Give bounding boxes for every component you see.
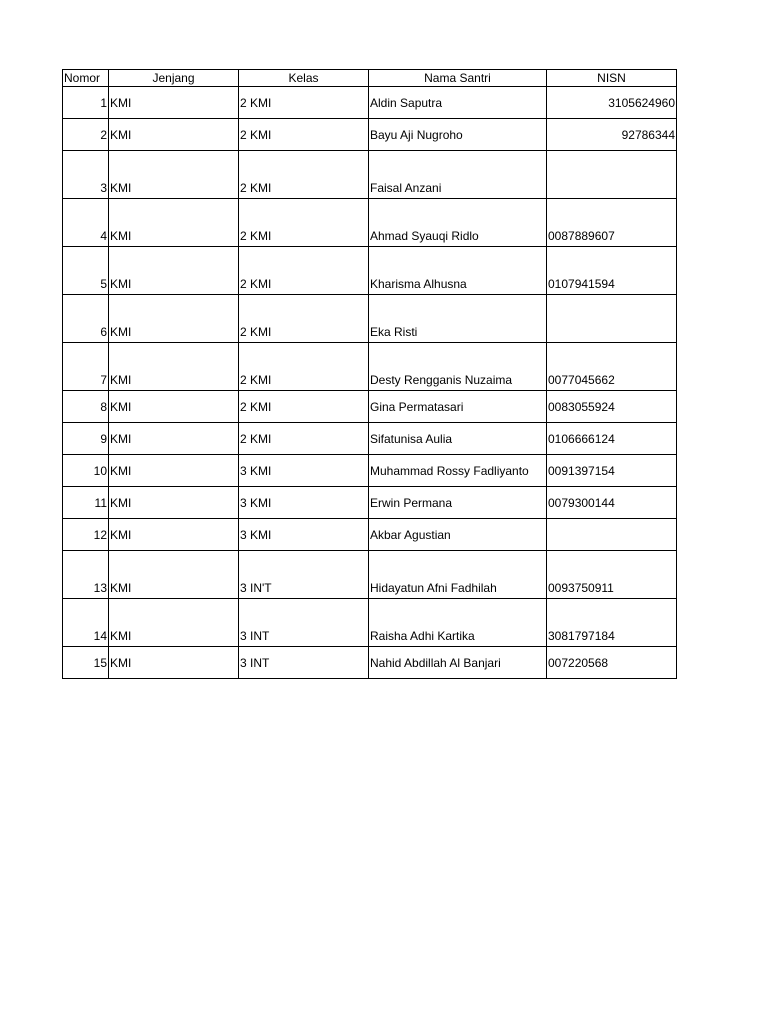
cell-nama: Faisal Anzani: [369, 151, 547, 199]
cell-nisn: [547, 151, 677, 199]
cell-jenjang: KMI: [109, 247, 239, 295]
header-jenjang: Jenjang: [109, 70, 239, 87]
cell-kelas: 2 KMI: [239, 423, 369, 455]
header-nomor: Nomor: [63, 70, 109, 87]
table-row: [63, 295, 677, 343]
cell-jenjang: KMI: [109, 647, 239, 679]
cell-kelas: 2 KMI: [239, 391, 369, 423]
cell-jenjang: KMI: [109, 151, 239, 199]
cell-nama: Nahid Abdillah Al Banjari: [369, 647, 547, 679]
cell-nama: Muhammad Rossy Fadliyanto: [369, 455, 547, 487]
cell-nama: Erwin Permana: [369, 487, 547, 519]
cell-nomor: 8: [63, 391, 109, 423]
cell-nomor: 4: [63, 199, 109, 247]
table-row: [63, 119, 677, 151]
santri-table: [62, 69, 677, 679]
cell-nisn: 007220568: [547, 647, 677, 679]
cell-nisn: 0091397154: [547, 455, 677, 487]
cell-kelas: 3 KMI: [239, 487, 369, 519]
cell-jenjang: KMI: [109, 423, 239, 455]
cell-kelas: 2 KMI: [239, 151, 369, 199]
cell-kelas: 2 KMI: [239, 199, 369, 247]
table-row: [63, 551, 677, 599]
cell-nomor: 6: [63, 295, 109, 343]
header-row: [63, 70, 677, 87]
cell-jenjang: KMI: [109, 519, 239, 551]
cell-jenjang: KMI: [109, 295, 239, 343]
cell-nisn: 3081797184: [547, 599, 677, 647]
cell-nama: Desty Rengganis Nuzaima: [369, 343, 547, 391]
cell-nisn: 0107941594: [547, 247, 677, 295]
cell-nomor: 15: [63, 647, 109, 679]
table-row: [63, 423, 677, 455]
table-row: [63, 599, 677, 647]
cell-nomor: 12: [63, 519, 109, 551]
cell-jenjang: KMI: [109, 551, 239, 599]
cell-nisn: 0079300144: [547, 487, 677, 519]
cell-nama: Ahmad Syauqi Ridlo: [369, 199, 547, 247]
table-row: [63, 199, 677, 247]
cell-nama: Aldin Saputra: [369, 87, 547, 119]
cell-kelas: 2 KMI: [239, 295, 369, 343]
cell-jenjang: KMI: [109, 87, 239, 119]
cell-kelas: 2 KMI: [239, 87, 369, 119]
cell-nisn: [547, 519, 677, 551]
cell-nomor: 1: [63, 87, 109, 119]
cell-nama: Akbar Agustian: [369, 519, 547, 551]
cell-nomor: 14: [63, 599, 109, 647]
table-row: [63, 151, 677, 199]
cell-nama: Bayu Aji Nugroho: [369, 119, 547, 151]
cell-nisn: 0106666124: [547, 423, 677, 455]
cell-nisn: 0093750911: [547, 551, 677, 599]
cell-jenjang: KMI: [109, 199, 239, 247]
cell-nama: Gina Permatasari: [369, 391, 547, 423]
header-kelas: Kelas: [239, 70, 369, 87]
table-row: [63, 391, 677, 423]
cell-nomor: 13: [63, 551, 109, 599]
cell-nama: Sifatunisa Aulia: [369, 423, 547, 455]
table-row: [63, 343, 677, 391]
table-body: [63, 87, 677, 679]
cell-jenjang: KMI: [109, 119, 239, 151]
cell-nomor: 7: [63, 343, 109, 391]
table-row: [63, 455, 677, 487]
cell-nomor: 9: [63, 423, 109, 455]
cell-nisn: [547, 295, 677, 343]
cell-jenjang: KMI: [109, 599, 239, 647]
cell-nisn: 0083055924: [547, 391, 677, 423]
cell-nama: Kharisma Alhusna: [369, 247, 547, 295]
table-row: [63, 247, 677, 295]
cell-nisn: 3105624960: [547, 87, 677, 119]
cell-kelas: 2 KMI: [239, 343, 369, 391]
cell-kelas: 2 KMI: [239, 247, 369, 295]
table-row: [63, 87, 677, 119]
cell-nomor: 2: [63, 119, 109, 151]
table-row: [63, 519, 677, 551]
header-nama: Nama Santri: [369, 70, 547, 87]
cell-jenjang: KMI: [109, 343, 239, 391]
table-row: [63, 487, 677, 519]
cell-nisn: 0087889607: [547, 199, 677, 247]
cell-kelas: 3 KMI: [239, 455, 369, 487]
cell-jenjang: KMI: [109, 487, 239, 519]
cell-nisn: 92786344: [547, 119, 677, 151]
cell-nama: Raisha Adhi Kartika: [369, 599, 547, 647]
cell-nama: Hidayatun Afni Fadhilah: [369, 551, 547, 599]
cell-nomor: 3: [63, 151, 109, 199]
table-row: [63, 647, 677, 679]
cell-kelas: 2 KMI: [239, 119, 369, 151]
cell-kelas: 3 KMI: [239, 519, 369, 551]
cell-nomor: 5: [63, 247, 109, 295]
cell-nomor: 11: [63, 487, 109, 519]
cell-jenjang: KMI: [109, 391, 239, 423]
cell-nama: Eka Risti: [369, 295, 547, 343]
cell-kelas: 3 IN'T: [239, 551, 369, 599]
cell-jenjang: KMI: [109, 455, 239, 487]
cell-nomor: 10: [63, 455, 109, 487]
cell-nisn: 0077045662: [547, 343, 677, 391]
cell-kelas: 3 INT: [239, 599, 369, 647]
cell-kelas: 3 INT: [239, 647, 369, 679]
header-nisn: NISN: [547, 70, 677, 87]
